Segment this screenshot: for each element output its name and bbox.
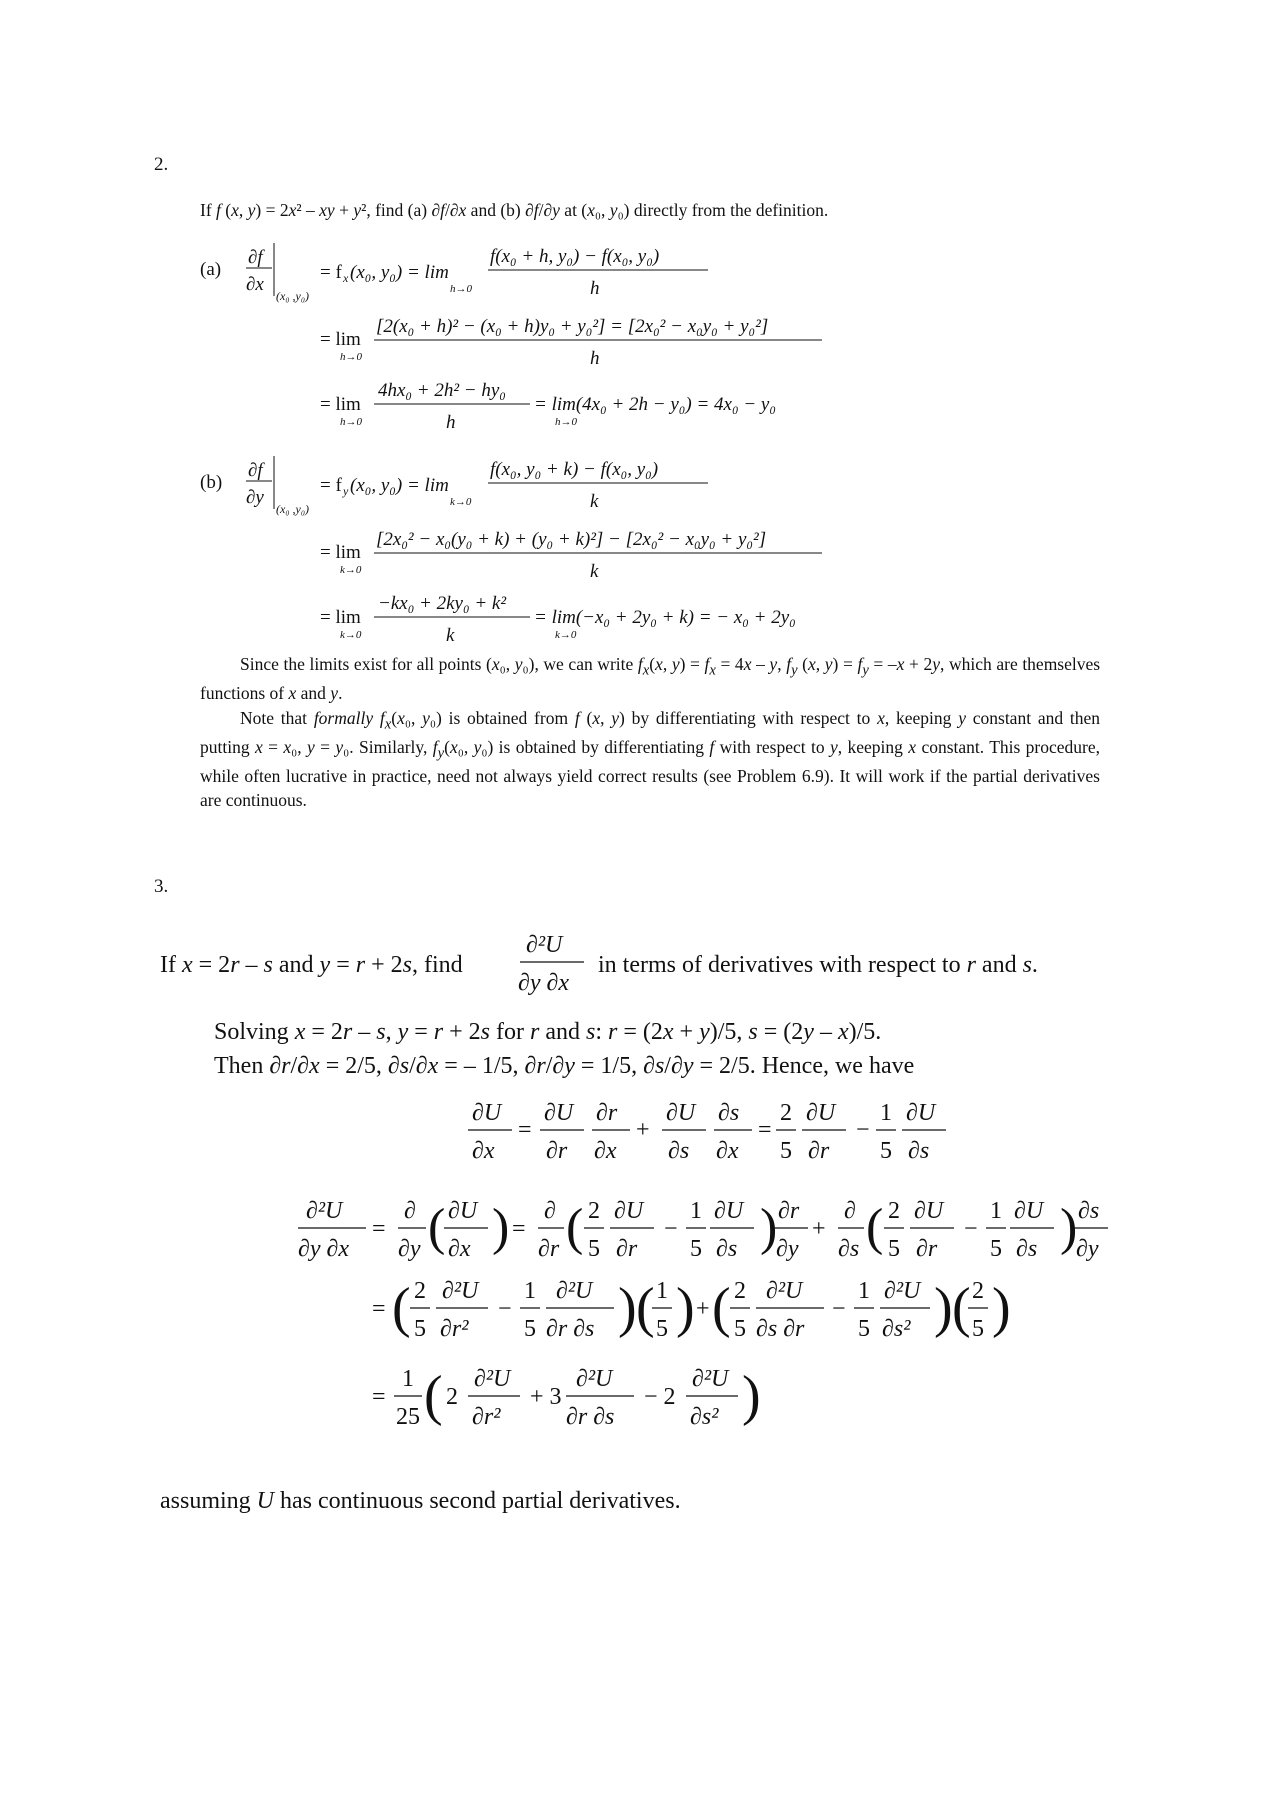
svg-text:∂U: ∂U <box>914 1198 944 1224</box>
svg-text:∂s: ∂s <box>1016 1236 1038 1262</box>
svg-text:(: ( <box>636 1277 655 1339</box>
svg-text:5: 5 <box>690 1236 702 1262</box>
svg-text:2: 2 <box>588 1198 600 1224</box>
svg-text:): ) <box>676 1277 695 1339</box>
svg-text:∂y ∂x: ∂y ∂x <box>518 970 570 996</box>
svg-text:∂y ∂x: ∂y ∂x <box>298 1236 350 1262</box>
problem-2-paragraph-2: Note that formally $f_x(x_0$, y₀) is obtained from f (x, y) by differentiating with respect to x, keeping y constant and then putting x = x₀, y = y₀. Similarly, $f_y(x_0$, y₀) is obtained by differentiating f with respect to y, keeping x constant. This procedure, while often lucrative in practice, need not always yield correct results (see Problem 6.9). It will work if the partial derivatives are continuous. <box>200 708 1101 811</box>
problem-3-statement-pre: If x = 2r – s and y = r + 2s, find <box>160 952 463 978</box>
svg-text:5: 5 <box>780 1138 792 1164</box>
svg-text:1: 1 <box>524 1278 536 1304</box>
svg-text:(: ( <box>866 1199 884 1256</box>
problem-3-statement-post: in terms of derivatives with respect to r and s. <box>598 952 1038 978</box>
svg-text:∂f: ∂f <box>248 247 263 268</box>
svg-text:∂y: ∂y <box>1076 1236 1099 1262</box>
svg-text:∂s: ∂s <box>718 1100 740 1126</box>
eq-second-derivative-line-2 <box>372 1277 1011 1342</box>
svg-text:): ) <box>934 1277 953 1339</box>
problem-3-closing: assuming U has continuous second partial derivatives. <box>160 1488 681 1514</box>
svg-text:∂²U: ∂²U <box>576 1366 613 1392</box>
svg-text:5: 5 <box>990 1236 1002 1262</box>
svg-text:∂x: ∂x <box>716 1138 739 1164</box>
svg-text:∂r: ∂r <box>546 1138 568 1164</box>
svg-text:2: 2 <box>780 1100 792 1126</box>
svg-text:1: 1 <box>990 1198 1002 1224</box>
svg-text:(: ( <box>428 1199 446 1256</box>
svg-text:∂U: ∂U <box>614 1198 644 1224</box>
svg-text:∂U: ∂U <box>714 1198 744 1224</box>
svg-text:− 2: − 2 <box>644 1384 676 1410</box>
svg-text:=: = <box>372 1384 386 1410</box>
svg-text:∂: ∂ <box>544 1198 556 1224</box>
svg-text:5: 5 <box>524 1316 536 1342</box>
svg-text:f(x₀ + h, y₀) − f(x₀, y₀): f(x₀ + h, y₀) − f(x₀, y₀) <box>490 246 660 267</box>
svg-text:+ 3: + 3 <box>530 1384 562 1410</box>
svg-text:∂²U: ∂²U <box>766 1278 803 1304</box>
svg-text:= lim: = lim <box>320 607 361 628</box>
svg-text:∂²U: ∂²U <box>526 932 563 958</box>
svg-text:1: 1 <box>690 1198 702 1224</box>
svg-text:∂s ∂r: ∂s ∂r <box>756 1316 805 1342</box>
svg-text:5: 5 <box>858 1316 870 1342</box>
svg-text:2: 2 <box>734 1278 746 1304</box>
svg-text:= lim(−x₀ + 2y₀ + k) = − x₀ +: = lim(−x₀ + 2y₀ + k) = − x₀ + 2y₀ <box>534 607 796 628</box>
problem-2-paragraph-1: Since the limits exist for all points (x₀, y₀), we can write $f_x(x$, $y) = f_x = 4x - y$, $f_y$ (x, $y) = f_y = -x + 2y$, which are themselves functions of x and y. <box>200 654 1101 703</box>
svg-text:h→0: h→0 <box>340 351 362 363</box>
svg-text:∂r: ∂r <box>778 1198 800 1224</box>
svg-text:): ) <box>760 1199 778 1256</box>
svg-text:(: ( <box>712 1277 731 1339</box>
problem-3-solve-line-1: Solving x = 2r – s, y = r + 2s for r and s: r = (2x + y)/5, s = (2y – x)/5. <box>214 1019 882 1045</box>
svg-text:): ) <box>742 1365 761 1427</box>
svg-text:y: y <box>343 484 349 498</box>
svg-text:= f: = f <box>320 475 342 496</box>
eq-second-derivative-line-3 <box>372 1365 761 1430</box>
svg-text:k: k <box>590 561 599 582</box>
svg-text:∂U: ∂U <box>806 1100 836 1126</box>
svg-text:): ) <box>492 1199 510 1256</box>
svg-text:∂: ∂ <box>404 1198 416 1224</box>
svg-text:∂r: ∂r <box>808 1138 830 1164</box>
svg-text:1: 1 <box>656 1278 668 1304</box>
problem-2-number: 2. <box>154 154 169 175</box>
svg-text:(x₀, y₀) = lim: (x₀, y₀) = lim <box>350 475 449 496</box>
svg-text:5: 5 <box>656 1316 668 1342</box>
svg-text:∂²U: ∂²U <box>692 1366 729 1392</box>
svg-text:∂²U: ∂²U <box>884 1278 921 1304</box>
svg-text:∂x: ∂x <box>472 1138 495 1164</box>
svg-text:−kx₀ + 2ky₀ + k²: −kx₀ + 2ky₀ + k² <box>378 593 507 614</box>
svg-text:2: 2 <box>888 1198 900 1224</box>
svg-text:∂²U: ∂²U <box>474 1366 511 1392</box>
svg-text:∂r: ∂r <box>596 1100 618 1126</box>
svg-text:∂r ∂s: ∂r ∂s <box>566 1404 615 1430</box>
svg-text:∂x: ∂x <box>594 1138 617 1164</box>
svg-text:1: 1 <box>402 1366 414 1392</box>
svg-text:∂r: ∂r <box>538 1236 560 1262</box>
svg-text:(x₀, y₀) = lim: (x₀, y₀) = lim <box>350 262 449 283</box>
svg-text:k→0: k→0 <box>555 629 577 641</box>
eq-second-derivative-line-1 <box>298 1198 1108 1262</box>
problem-3-number: 3. <box>154 876 169 897</box>
svg-text:∂f: ∂f <box>248 460 263 481</box>
svg-text:=: = <box>512 1216 526 1242</box>
svg-text:= lim: = lim <box>320 542 361 563</box>
svg-text:∂s: ∂s <box>1078 1198 1100 1224</box>
svg-text:5: 5 <box>414 1316 426 1342</box>
svg-text:k→0: k→0 <box>340 564 362 576</box>
svg-text:k: k <box>446 625 455 646</box>
svg-text:x: x <box>343 271 349 285</box>
svg-text:[2x₀² − x₀(y₀ + k) + (y₀ + k)²: [2x₀² − x₀(y₀ + k) + (y₀ + k)²] − [2x₀² − x₀y₀ + y₀²] <box>376 529 767 550</box>
svg-text:∂U: ∂U <box>472 1100 502 1126</box>
svg-text:): ) <box>1060 1199 1078 1256</box>
svg-text:∂U: ∂U <box>906 1100 936 1126</box>
svg-text:∂U: ∂U <box>1014 1198 1044 1224</box>
svg-text:=: = <box>518 1117 532 1143</box>
svg-text:(x₀ ,y₀): (x₀ ,y₀) <box>276 502 309 516</box>
svg-text:5: 5 <box>734 1316 746 1342</box>
svg-text:+: + <box>636 1117 650 1143</box>
svg-text:=: = <box>758 1117 772 1143</box>
svg-text:5: 5 <box>972 1316 984 1342</box>
svg-text:∂s: ∂s <box>668 1138 690 1164</box>
svg-text:−: − <box>832 1296 846 1322</box>
svg-text:25: 25 <box>396 1404 420 1430</box>
svg-text:5: 5 <box>888 1236 900 1262</box>
svg-text:∂y: ∂y <box>246 487 264 508</box>
svg-text:1: 1 <box>880 1100 892 1126</box>
svg-text:= f: = f <box>320 262 342 283</box>
svg-text:∂s: ∂s <box>716 1236 738 1262</box>
svg-text:h: h <box>590 278 600 299</box>
svg-text:= lim: = lim <box>320 394 361 415</box>
svg-text:k: k <box>590 491 599 512</box>
svg-text:(: ( <box>424 1365 443 1427</box>
svg-text:k→0: k→0 <box>450 496 472 508</box>
svg-text:∂s²: ∂s² <box>882 1316 911 1342</box>
svg-text:2: 2 <box>414 1278 426 1304</box>
svg-text:∂: ∂ <box>844 1198 856 1224</box>
svg-text:4hx₀ + 2h² − hy₀: 4hx₀ + 2h² − hy₀ <box>378 380 506 401</box>
svg-text:h: h <box>446 412 456 433</box>
svg-text:∂²U: ∂²U <box>556 1278 593 1304</box>
svg-text:(x₀ ,y₀): (x₀ ,y₀) <box>276 289 309 303</box>
svg-text:2: 2 <box>972 1278 984 1304</box>
svg-text:∂U: ∂U <box>448 1198 478 1224</box>
svg-text:∂x: ∂x <box>246 274 264 295</box>
svg-text:∂r: ∂r <box>916 1236 938 1262</box>
svg-text:f(x₀, y₀ + k) − f(x₀, y₀): f(x₀, y₀ + k) − f(x₀, y₀) <box>490 459 659 480</box>
svg-text:∂r: ∂r <box>616 1236 638 1262</box>
svg-text:∂y: ∂y <box>398 1236 421 1262</box>
svg-text:=: = <box>372 1296 386 1322</box>
svg-text:5: 5 <box>880 1138 892 1164</box>
svg-text:∂r ∂s: ∂r ∂s <box>546 1316 595 1342</box>
svg-text:h→0: h→0 <box>450 283 472 295</box>
svg-text:): ) <box>992 1277 1011 1339</box>
svg-text:h: h <box>590 348 600 369</box>
svg-text:−: − <box>664 1216 678 1242</box>
svg-text:∂s: ∂s <box>908 1138 930 1164</box>
svg-text:=: = <box>372 1216 386 1242</box>
svg-text:= lim: = lim <box>320 329 361 350</box>
svg-text:2: 2 <box>446 1384 458 1410</box>
svg-text:−: − <box>964 1216 978 1242</box>
svg-text:+: + <box>812 1216 826 1242</box>
part-a-label: (a) <box>200 259 222 280</box>
svg-text:∂r²: ∂r² <box>472 1404 501 1430</box>
svg-text:(: ( <box>392 1277 411 1339</box>
svg-text:−: − <box>856 1117 870 1143</box>
svg-text:∂s²: ∂s² <box>690 1404 719 1430</box>
svg-text:+: + <box>696 1296 710 1322</box>
svg-text:∂U: ∂U <box>666 1100 696 1126</box>
problem-2-statement: If f (x, y) = 2x² – xy + y², find (a) ∂f/∂x and (b) ∂f/∂y at (x₀, y₀) directly from the definition. <box>200 200 829 220</box>
svg-text:∂s: ∂s <box>838 1236 860 1262</box>
svg-text:h→0: h→0 <box>340 416 362 428</box>
svg-text:∂U: ∂U <box>544 1100 574 1126</box>
problem-3-solve-line-2: Then ∂r/∂x = 2/5, ∂s/∂x = – 1/5, ∂r/∂y = 1/5, ∂s/∂y = 2/5. Hence, we have <box>214 1053 915 1079</box>
svg-text:(: ( <box>952 1277 971 1339</box>
svg-text:−: − <box>498 1296 512 1322</box>
svg-text:1: 1 <box>858 1278 870 1304</box>
svg-text:∂y: ∂y <box>776 1236 799 1262</box>
part-b-label: (b) <box>200 472 223 493</box>
eq-first-derivative <box>468 1100 946 1164</box>
svg-text:∂²U: ∂²U <box>306 1198 343 1224</box>
svg-text:= lim(4x₀ + 2h − y₀) = 4x₀ − y: = lim(4x₀ + 2h − y₀) = 4x₀ − y₀ <box>534 394 776 415</box>
svg-text:5: 5 <box>588 1236 600 1262</box>
svg-text:k→0: k→0 <box>340 629 362 641</box>
svg-text:(: ( <box>566 1199 584 1256</box>
svg-text:h→0: h→0 <box>555 416 577 428</box>
svg-text:∂r²: ∂r² <box>440 1316 469 1342</box>
svg-text:∂x: ∂x <box>448 1236 471 1262</box>
svg-text:[2(x₀ + h)² − (x₀ + h)y₀ + y₀²: [2(x₀ + h)² − (x₀ + h)y₀ + y₀²] = [2x₀² − x₀y₀ + y₀²] <box>376 316 769 337</box>
svg-text:∂²U: ∂²U <box>442 1278 479 1304</box>
svg-text:): ) <box>618 1277 637 1339</box>
